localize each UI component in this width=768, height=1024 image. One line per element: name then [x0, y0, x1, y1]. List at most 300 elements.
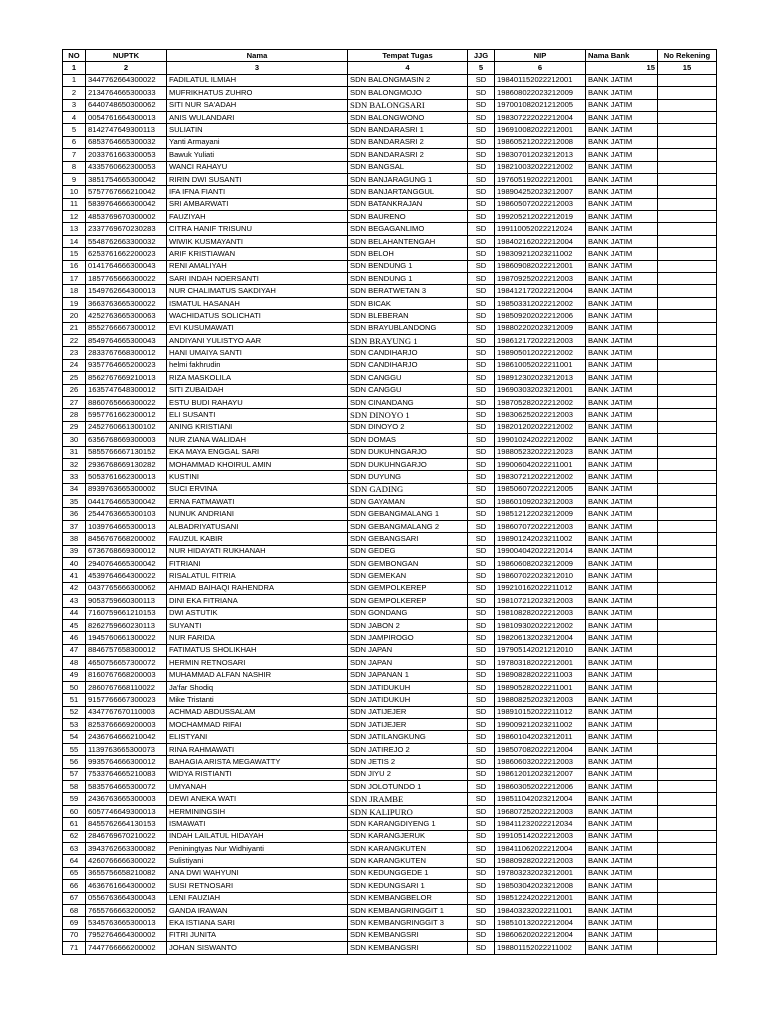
- cell-jjg: SD: [468, 235, 495, 247]
- cell-tempat-tugas: SDN BANDARASRI 2: [348, 136, 468, 148]
- cell-nip: 198905012022212002: [495, 347, 586, 359]
- cell-nama: BAHAGIA ARISTA MEGAWATTY: [167, 756, 348, 768]
- cell-nuptk: 4347767670110003: [86, 706, 167, 718]
- cell-nama: ARIF KRISTIAWAN: [167, 248, 348, 260]
- table-row: [63, 372, 717, 384]
- table-row: [63, 929, 717, 941]
- cell-jjg: SD: [468, 322, 495, 334]
- cell-tempat-tugas: SDN CANDIHARJO: [348, 347, 468, 359]
- cell-nip: 199105142022212003: [495, 830, 586, 842]
- cell-jjg: SD: [468, 421, 495, 433]
- cell-nama: Bawuk Yuliati: [167, 149, 348, 161]
- cell-nip: 198206132023212004: [495, 632, 586, 644]
- cell-nip: 198901242023211002: [495, 533, 586, 545]
- table-row: [63, 508, 717, 520]
- cell-jjg: SD: [468, 149, 495, 161]
- cell-nip: 198802202023212009: [495, 322, 586, 334]
- cell-nama-bank: BANK JATIM: [586, 409, 658, 421]
- col-header-nama: Nama: [167, 50, 348, 62]
- cell-nama-bank: BANK JATIM: [586, 719, 658, 731]
- cell-jjg: SD: [468, 111, 495, 123]
- cell-nama-bank: BANK JATIM: [586, 805, 658, 817]
- cell-nuptk: 6736768669300012: [86, 545, 167, 557]
- cell-nuptk: 2860767668110022: [86, 681, 167, 693]
- col-header-nama-bank: Nama Bank: [586, 50, 658, 62]
- cell-nip: 198511042023212004: [495, 793, 586, 805]
- cell-nuptk: 3447762664300022: [86, 74, 167, 86]
- cell-jjg: SD: [468, 483, 495, 495]
- cell-no: 5: [63, 124, 86, 136]
- cell-nip: 198309212023211002: [495, 248, 586, 260]
- cell-no-rekening: [658, 87, 717, 99]
- cell-tempat-tugas: SDN BATANKRAJAN: [348, 198, 468, 210]
- cell-nuptk: 8142747649300113: [86, 124, 167, 136]
- cell-no-rekening: [658, 818, 717, 830]
- cell-tempat-tugas: SDN GEMEKAN: [348, 570, 468, 582]
- cell-nama: LENI FAUZIAH: [167, 892, 348, 904]
- table-row: [63, 322, 717, 334]
- cell-nuptk: 2337769670230283: [86, 223, 167, 235]
- cell-no: 9: [63, 173, 86, 185]
- cell-nip: 196903032023212001: [495, 384, 586, 396]
- cell-nama-bank: BANK JATIM: [586, 917, 658, 929]
- table-row: [63, 173, 717, 185]
- col-header-no-rekening: No Rekening: [658, 50, 717, 62]
- cell-tempat-tugas: SDN GONDANG: [348, 607, 468, 619]
- cell-no-rekening: [658, 904, 717, 916]
- cell-no: 69: [63, 917, 86, 929]
- cell-jjg: SD: [468, 880, 495, 892]
- table-row: [63, 149, 717, 161]
- cell-nama: ANDIYANI YULISTYO AAR: [167, 334, 348, 346]
- cell-jjg: SD: [468, 347, 495, 359]
- cell-nuptk: 8253766669200003: [86, 719, 167, 731]
- cell-no-rekening: [658, 124, 717, 136]
- col-number-nama: 3: [167, 62, 348, 74]
- cell-nama: ESTU BUDI RAHAYU: [167, 396, 348, 408]
- cell-tempat-tugas: SDN CANGGU: [348, 384, 468, 396]
- cell-jjg: SD: [468, 359, 495, 371]
- cell-no: 56: [63, 756, 86, 768]
- cell-nama: RIZA MASKOLILA: [167, 372, 348, 384]
- cell-no-rekening: [658, 186, 717, 198]
- cell-nama: MOCHAMMAD RIFAI: [167, 719, 348, 731]
- cell-no-rekening: [658, 644, 717, 656]
- cell-nip: 198705282022212002: [495, 396, 586, 408]
- cell-jjg: SD: [468, 74, 495, 86]
- cell-tempat-tugas: SDN GEBANGSARI: [348, 533, 468, 545]
- table-row: [63, 161, 717, 173]
- cell-nuptk: 0556763664300043: [86, 892, 167, 904]
- cell-nuptk: 8549764665300043: [86, 334, 167, 346]
- cell-nuptk: 4636761664300002: [86, 880, 167, 892]
- cell-no: 21: [63, 322, 86, 334]
- cell-nuptk: 2936768669130282: [86, 458, 167, 470]
- cell-nama: UMYANAH: [167, 781, 348, 793]
- cell-jjg: SD: [468, 781, 495, 793]
- cell-no-rekening: [658, 545, 717, 557]
- cell-nama-bank: BANK JATIM: [586, 87, 658, 99]
- cell-tempat-tugas: SDN KEMBANGRINGGIT 3: [348, 917, 468, 929]
- cell-nip: 198606032022212003: [495, 756, 586, 768]
- cell-no: 1: [63, 74, 86, 86]
- cell-nip: 198512122023212009: [495, 508, 586, 520]
- cell-no: 2: [63, 87, 86, 99]
- cell-nuptk: 6440748650300062: [86, 99, 167, 111]
- cell-nama: HANI UMAIYA SANTI: [167, 347, 348, 359]
- table-row: [63, 421, 717, 433]
- cell-nip: 198509202022212006: [495, 310, 586, 322]
- cell-nama: FAUZIYAH: [167, 211, 348, 223]
- cell-nip: 198109302022212002: [495, 619, 586, 631]
- cell-nip: 199004042022212014: [495, 545, 586, 557]
- cell-jjg: SD: [468, 768, 495, 780]
- cell-jjg: SD: [468, 632, 495, 644]
- cell-tempat-tugas: SDN JATILANGKUNG: [348, 731, 468, 743]
- cell-no-rekening: [658, 508, 717, 520]
- cell-nama: RENI AMALIYAH: [167, 260, 348, 272]
- cell-no: 39: [63, 545, 86, 557]
- cell-nama-bank: BANK JATIM: [586, 669, 658, 681]
- cell-nuptk: 2436764666210042: [86, 731, 167, 743]
- table-row: [63, 211, 717, 223]
- cell-nama: ELISTYANI: [167, 731, 348, 743]
- cell-no: 16: [63, 260, 86, 272]
- cell-no: 4: [63, 111, 86, 123]
- cell-nip: 198506072022212005: [495, 483, 586, 495]
- cell-no: 32: [63, 458, 86, 470]
- cell-nama-bank: BANK JATIM: [586, 111, 658, 123]
- cell-nama-bank: BANK JATIM: [586, 186, 658, 198]
- cell-nama: CITRA HANIF TRISUNU: [167, 223, 348, 235]
- table-row: [63, 756, 717, 768]
- cell-no-rekening: [658, 248, 717, 260]
- cell-nip: 197001082021212005: [495, 99, 586, 111]
- cell-nama-bank: BANK JATIM: [586, 681, 658, 693]
- cell-no-rekening: [658, 607, 717, 619]
- cell-no-rekening: [658, 359, 717, 371]
- cell-nama-bank: BANK JATIM: [586, 942, 658, 954]
- cell-no: 22: [63, 334, 86, 346]
- cell-nama-bank: BANK JATIM: [586, 595, 658, 607]
- table-row: [63, 396, 717, 408]
- cell-tempat-tugas: SDN BELOH: [348, 248, 468, 260]
- cell-no: 36: [63, 508, 86, 520]
- cell-nama-bank: BANK JATIM: [586, 508, 658, 520]
- cell-no: 15: [63, 248, 86, 260]
- table-row: [63, 235, 717, 247]
- cell-jjg: SD: [468, 743, 495, 755]
- cell-nip: 198107212023212003: [495, 595, 586, 607]
- cell-no: 61: [63, 818, 86, 830]
- cell-no: 62: [63, 830, 86, 842]
- cell-no-rekening: [658, 458, 717, 470]
- table-row: [63, 520, 717, 532]
- cell-no: 43: [63, 595, 86, 607]
- table-row: [63, 818, 717, 830]
- cell-nip: 198306252022212003: [495, 409, 586, 421]
- cell-no-rekening: [658, 334, 717, 346]
- cell-no: 7: [63, 149, 86, 161]
- cell-nama-bank: BANK JATIM: [586, 520, 658, 532]
- cell-nama: Yanti Armayani: [167, 136, 348, 148]
- cell-tempat-tugas: SDN GEMPOLKEREP: [348, 595, 468, 607]
- cell-tempat-tugas: SDN JATIDUKUH: [348, 681, 468, 693]
- cell-tempat-tugas: SDN KEMBANGRINGGIT 1: [348, 904, 468, 916]
- cell-jjg: SD: [468, 446, 495, 458]
- table-row: [63, 892, 717, 904]
- cell-no-rekening: [658, 805, 717, 817]
- cell-nama-bank: BANK JATIM: [586, 533, 658, 545]
- cell-tempat-tugas: SDN KEMBANGBELOR: [348, 892, 468, 904]
- cell-jjg: SD: [468, 818, 495, 830]
- cell-tempat-tugas: SDN JAPAN: [348, 657, 468, 669]
- cell-nuptk: 8939763665300002: [86, 483, 167, 495]
- cell-tempat-tugas: SDN CANGGU: [348, 372, 468, 384]
- cell-nama: ELI SUSANTI: [167, 409, 348, 421]
- cell-no-rekening: [658, 421, 717, 433]
- cell-tempat-tugas: SDN CINANDANG: [348, 396, 468, 408]
- cell-no: 45: [63, 619, 86, 631]
- cell-no: 40: [63, 558, 86, 570]
- cell-nuptk: 1635747648300012: [86, 384, 167, 396]
- cell-no-rekening: [658, 756, 717, 768]
- cell-no-rekening: [658, 595, 717, 607]
- col-header-tempat-tugas: Tempat Tugas: [348, 50, 468, 62]
- cell-nip: 198411232022212034: [495, 818, 586, 830]
- cell-nuptk: 8262759660230113: [86, 619, 167, 631]
- cell-no-rekening: [658, 657, 717, 669]
- cell-no: 41: [63, 570, 86, 582]
- cell-jjg: SD: [468, 843, 495, 855]
- cell-jjg: SD: [468, 545, 495, 557]
- cell-no-rekening: [658, 669, 717, 681]
- cell-tempat-tugas: SDN DUKUHNGARJO: [348, 458, 468, 470]
- cell-nama-bank: BANK JATIM: [586, 483, 658, 495]
- cell-nama: EKA ISTIANA SARI: [167, 917, 348, 929]
- cell-nuptk: 2134764665300033: [86, 87, 167, 99]
- cell-nama-bank: BANK JATIM: [586, 248, 658, 260]
- col-number-jjg: 5: [468, 62, 495, 74]
- cell-no: 58: [63, 781, 86, 793]
- table-row: [63, 595, 717, 607]
- cell-no-rekening: [658, 632, 717, 644]
- cell-nip: 198108282022212003: [495, 607, 586, 619]
- cell-nuptk: 2544763665300103: [86, 508, 167, 520]
- cell-no-rekening: [658, 322, 717, 334]
- table-row: [63, 310, 717, 322]
- cell-no: 12: [63, 211, 86, 223]
- cell-no-rekening: [658, 520, 717, 532]
- col-header-no: NO: [63, 50, 86, 62]
- cell-nama: Mike Tristanti: [167, 694, 348, 706]
- column-number-row: [63, 62, 717, 74]
- cell-no-rekening: [658, 471, 717, 483]
- cell-nip: 198507082022212004: [495, 743, 586, 755]
- cell-nama-bank: BANK JATIM: [586, 657, 658, 669]
- table-row: [63, 768, 717, 780]
- table-row: [63, 496, 717, 508]
- cell-jjg: SD: [468, 87, 495, 99]
- cell-nama-bank: BANK JATIM: [586, 731, 658, 743]
- header-row: [63, 50, 717, 62]
- cell-jjg: SD: [468, 458, 495, 470]
- cell-jjg: SD: [468, 644, 495, 656]
- cell-no-rekening: [658, 446, 717, 458]
- cell-tempat-tugas: SDN BENDUNG 1: [348, 260, 468, 272]
- table-row: [63, 570, 717, 582]
- cell-nip: 199010242022212002: [495, 434, 586, 446]
- cell-nama-bank: BANK JATIM: [586, 644, 658, 656]
- cell-tempat-tugas: SDN JATIJEJER: [348, 719, 468, 731]
- cell-tempat-tugas: SDN DUKUHNGARJO: [348, 446, 468, 458]
- cell-nip: 198412172022212004: [495, 285, 586, 297]
- cell-no-rekening: [658, 161, 717, 173]
- cell-tempat-tugas: SDN BALONGWONO: [348, 111, 468, 123]
- cell-nama-bank: BANK JATIM: [586, 880, 658, 892]
- cell-nama: WIDYA RISTIANTI: [167, 768, 348, 780]
- cell-jjg: SD: [468, 334, 495, 346]
- cell-jjg: SD: [468, 904, 495, 916]
- cell-nip: 197803182022212001: [495, 657, 586, 669]
- cell-no: 63: [63, 843, 86, 855]
- cell-no-rekening: [658, 396, 717, 408]
- cell-no-rekening: [658, 570, 717, 582]
- cell-no: 55: [63, 743, 86, 755]
- cell-nama: GANDA IRAWAN: [167, 904, 348, 916]
- cell-nuptk: 2940764665300042: [86, 558, 167, 570]
- cell-jjg: SD: [468, 681, 495, 693]
- cell-no: 66: [63, 880, 86, 892]
- cell-nama: WANCI RAHAYU: [167, 161, 348, 173]
- cell-nama-bank: BANK JATIM: [586, 632, 658, 644]
- cell-nip: 198512242022212001: [495, 892, 586, 904]
- cell-nama: SARI INDAH NOERSANTI: [167, 273, 348, 285]
- cell-nama: SUYANTI: [167, 619, 348, 631]
- cell-nama: INDAH LAILATUL HIDAYAH: [167, 830, 348, 842]
- cell-tempat-tugas: SDN JRAMBE: [348, 793, 468, 805]
- cell-no-rekening: [658, 582, 717, 594]
- cell-tempat-tugas: SDN BERATWETAN 3: [348, 285, 468, 297]
- cell-nama-bank: BANK JATIM: [586, 198, 658, 210]
- cell-nama: ISMAWATI: [167, 818, 348, 830]
- cell-nuptk: 7447766666200002: [86, 942, 167, 954]
- cell-tempat-tugas: SDN KARANGJERUK: [348, 830, 468, 842]
- cell-jjg: SD: [468, 211, 495, 223]
- cell-nip: 198210032022212002: [495, 161, 586, 173]
- cell-nama: NUR FARIDA: [167, 632, 348, 644]
- table-row: [63, 694, 717, 706]
- cell-nip: 198805232022212023: [495, 446, 586, 458]
- cell-tempat-tugas: SDN KEMBANGSRI: [348, 929, 468, 941]
- cell-no-rekening: [658, 892, 717, 904]
- cell-nama: FITRIANI: [167, 558, 348, 570]
- cell-jjg: SD: [468, 260, 495, 272]
- cell-nuptk: 6853764665300032: [86, 136, 167, 148]
- cell-no: 3: [63, 99, 86, 111]
- cell-nama-bank: BANK JATIM: [586, 260, 658, 272]
- table-row: [63, 805, 717, 817]
- cell-jjg: SD: [468, 533, 495, 545]
- cell-nuptk: 9157766667300023: [86, 694, 167, 706]
- cell-nama: EKA MAYA ENGGAL SARI: [167, 446, 348, 458]
- table-row: [63, 446, 717, 458]
- cell-tempat-tugas: SDN JIYU 2: [348, 768, 468, 780]
- cell-nama: ACHMAD ABDUSSALAM: [167, 706, 348, 718]
- col-number-no-rekening: 15: [658, 62, 717, 74]
- cell-nip: 198411062022212004: [495, 843, 586, 855]
- table-row: [63, 731, 717, 743]
- cell-no: 26: [63, 384, 86, 396]
- cell-nuptk: 8456767668200002: [86, 533, 167, 545]
- cell-no: 38: [63, 533, 86, 545]
- cell-no-rekening: [658, 917, 717, 929]
- cell-nama: RIRIN DWI SUSANTI: [167, 173, 348, 185]
- cell-nuptk: 9357764665200023: [86, 359, 167, 371]
- cell-nama-bank: BANK JATIM: [586, 396, 658, 408]
- cell-nama: JOHAN SISWANTO: [167, 942, 348, 954]
- cell-no: 11: [63, 198, 86, 210]
- cell-nuptk: 8160767668200003: [86, 669, 167, 681]
- cell-nuptk: 1549762664300013: [86, 285, 167, 297]
- cell-nip: 198912302023212013: [495, 372, 586, 384]
- table-row: [63, 483, 717, 495]
- table-row: [63, 681, 717, 693]
- cell-nuptk: 2033761663300053: [86, 149, 167, 161]
- cell-tempat-tugas: SDN JAPAN: [348, 644, 468, 656]
- cell-nama-bank: BANK JATIM: [586, 743, 658, 755]
- cell-nip: 196807252022212003: [495, 805, 586, 817]
- cell-jjg: SD: [468, 867, 495, 879]
- cell-nama: MUHAMMAD ALFAN NASHIR: [167, 669, 348, 681]
- cell-tempat-tugas: SDN BANDARASRI 2: [348, 149, 468, 161]
- cell-jjg: SD: [468, 657, 495, 669]
- cell-nama: SULIATIN: [167, 124, 348, 136]
- cell-no: 23: [63, 347, 86, 359]
- cell-tempat-tugas: SDN GEBANGMALANG 1: [348, 508, 468, 520]
- cell-nama: FITRI JUNITA: [167, 929, 348, 941]
- cell-no-rekening: [658, 136, 717, 148]
- cell-no: 27: [63, 396, 86, 408]
- cell-nama-bank: BANK JATIM: [586, 149, 658, 161]
- table-row: [63, 87, 717, 99]
- cell-nama-bank: BANK JATIM: [586, 867, 658, 879]
- cell-no-rekening: [658, 719, 717, 731]
- cell-jjg: SD: [468, 310, 495, 322]
- table-row: [63, 347, 717, 359]
- cell-no-rekening: [658, 731, 717, 743]
- cell-no-rekening: [658, 880, 717, 892]
- cell-nuptk: 2846769670210022: [86, 830, 167, 842]
- cell-nama: ANA DWI WAHYUNI: [167, 867, 348, 879]
- cell-nip: 197605192022212001: [495, 173, 586, 185]
- cell-no: 18: [63, 285, 86, 297]
- cell-no-rekening: [658, 843, 717, 855]
- col-header-nip: NIP: [495, 50, 586, 62]
- cell-nuptk: 6356768669300003: [86, 434, 167, 446]
- table-row: [63, 719, 717, 731]
- cell-jjg: SD: [468, 372, 495, 384]
- cell-jjg: SD: [468, 570, 495, 582]
- cell-tempat-tugas: SDN JATIREJO 2: [348, 743, 468, 755]
- cell-nuptk: 1139763665300073: [86, 743, 167, 755]
- cell-jjg: SD: [468, 917, 495, 929]
- cell-nip: 198910152022211012: [495, 706, 586, 718]
- table-row: [63, 917, 717, 929]
- table-row: [63, 558, 717, 570]
- cell-nuptk: 4650756657300072: [86, 657, 167, 669]
- cell-nip: 198307012023212013: [495, 149, 586, 161]
